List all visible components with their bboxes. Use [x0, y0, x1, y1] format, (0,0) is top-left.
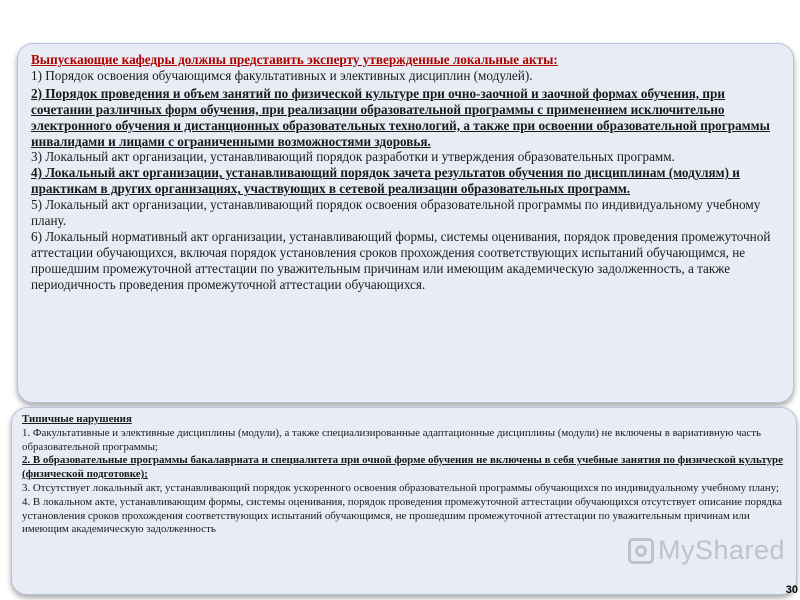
- required-act-item-3: 3) Локальный акт организации, устанавливающий порядок разработки и утверждения образовательных программ.: [31, 149, 675, 165]
- watermark: [628, 535, 785, 566]
- typical-violations-text: [22, 413, 786, 537]
- watermark-logo-icon: [628, 538, 654, 564]
- violation-item-2: 2. В образовательные программы бакалавриата и специалитета при очной форме обучения не включены в себя учебные занятия по физической культуре (физической подготовке);: [22, 454, 783, 481]
- typical-violations-panel: [11, 407, 797, 595]
- required-act-item-1: 1) Порядок освоения обучающимся факультативных и элективных дисциплин (модулей).: [31, 67, 533, 83]
- required-acts-panel: [17, 43, 794, 403]
- watermark-text: MyShared: [658, 535, 786, 565]
- required-act-item-4: 4) Локальный акт организации, устанавливающий порядок зачета результатов обучения по дисциплинам (модулям) и практикам в других организациях, участвующих в сетевой реализации образовательных программ.: [31, 165, 740, 197]
- page-number: 30: [785, 584, 798, 596]
- required-acts-text: [31, 52, 779, 293]
- typical-violations-heading: Типичные нарушения: [22, 413, 132, 425]
- required-act-item-6: 6) Локальный нормативный акт организации, устанавливающий формы, системы оценивания, порядок проведения промежуточной аттестации обучающихся, включая порядок установления сроков прохождения соответствующих испытаний обучающимся, не прошедшим промежуточной аттестации по уважительным причинам или имеющим академическую задолженность, а также периодичность проведения промежуточной аттестации обучающихся.: [31, 228, 771, 292]
- required-act-item-5: 5) Локальный акт организации, устанавливающий порядок освоения образовательной программы по индивидуальному учебному плану.: [31, 197, 761, 229]
- violation-item-1: 1. Факультативные и элективные дисциплины (модули), а также специализированные адаптационные дисциплины (модули) не включены в вариативную часть образовательной программы;: [22, 426, 761, 453]
- required-act-item-2: 2) Порядок проведения и объем занятий по физической культуре при очно-заочной и заочной формах обучения, при сочетании различных форм обучения, при реализации образовательной программы с применением исключительно электронного обучения и дистанционных образовательных технологий, а также при освоении образовательной программы инвалидами и лицами с ограниченными возможностями здоровья.: [31, 85, 770, 149]
- violation-item-4: 4. В локальном акте, устанавливающим формы, системы оценивания, порядок проведения промежуточной аттестации обучающихся отсутствует описание порядка установления сроков прохождения соответствующих испытаний обучающимся, не прошедшим промежуточной аттестации по уважительным причинам или имеющим академическую задолженность: [22, 495, 782, 536]
- violation-item-3: 3. Отсутствует локальный акт, устанавливающий порядок ускоренного освоения образовательной программы обучающихся по индивидуальному учебному плану;: [22, 481, 780, 494]
- required-acts-heading: Выпускающие кафедры должны представить эксперту утвержденные локальные акты:: [31, 52, 558, 67]
